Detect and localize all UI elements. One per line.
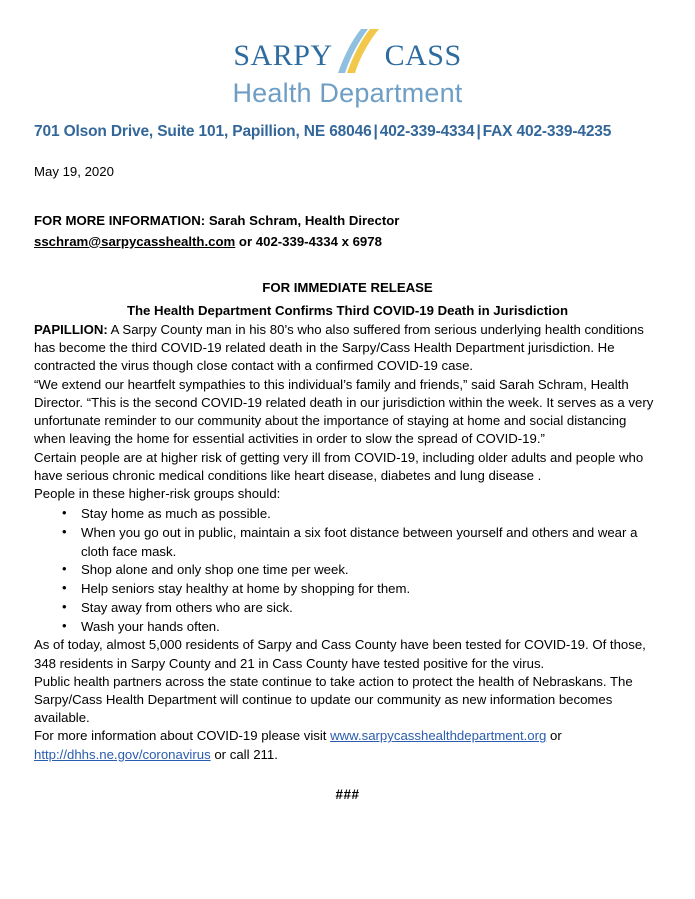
- contact-information-line: FOR MORE INFORMATION: Sarah Schram, Health Director: [34, 213, 400, 229]
- logo-word-cass: cass: [384, 27, 462, 75]
- list-item: • Stay home as much as possible.: [62, 505, 661, 524]
- more-information-paragraph: [34, 727, 661, 763]
- public-health-partners-paragraph: Public health partners across the state continue to take action to protect the health of Nebraskans. The Sarpy/Cass Health Department will continue to update our community as new information becomes available.: [34, 673, 633, 726]
- contact-block: [34, 211, 661, 252]
- contact-email-link[interactable]: sschram@sarpycasshealth.com: [34, 233, 236, 249]
- quote-paragraph: “We extend our heartfelt sympathies to this individual’s family and friends,” said Sarah Schram, Health Director. “This is the second COVID-19 related death in our jurisdiction within the week. It serves as a very unfortunate reminder to our community about the importance of staying at home and social distancing when leaving the home for essential activities in order to slow the spread of COVID-19.”: [34, 376, 654, 447]
- address-separator-1: |: [373, 123, 378, 140]
- immediate-release-label: FOR IMMEDIATE RELEASE: [262, 280, 433, 296]
- release-header: [34, 278, 661, 321]
- address-fax: FAX 402-339-4235: [482, 123, 612, 140]
- letterhead: [0, 0, 695, 141]
- testing-statistics-paragraph: As of today, almost 5,000 residents of Sarpy and Cass County have been tested for COVID-19. Of those, 348 residents in Sarpy County and 21 in Cass County have tested positive for the virus.: [34, 637, 646, 671]
- double-slash-icon: [337, 26, 383, 76]
- higher-risk-paragraph: Certain people are at higher risk of getting very ill from COVID-19, including older adults and people who have serious chronic medical conditions like heart disease, diabetes and lung disease .: [34, 449, 644, 483]
- address-street: 701 Olson Drive, Suite 101, Papillion, NE 68046: [34, 123, 372, 140]
- list-item: • Wash your hands often.: [62, 618, 661, 637]
- more-info-suffix: or call 211.: [210, 746, 278, 762]
- list-item: • Stay away from others who are sick.: [62, 599, 661, 618]
- logo-word-sarpy: sarpy: [233, 27, 333, 75]
- contact-email-line: [34, 232, 661, 252]
- organization-logo: [0, 26, 695, 76]
- more-info-prefix: For more information about COVID-19 please visit: [34, 728, 331, 744]
- sarpycass-website-link[interactable]: www.sarpycasshealthdepartment.org: [330, 728, 547, 744]
- dateline-label: PAPILLION:: [34, 322, 108, 338]
- dhhs-coronavirus-link[interactable]: http://dhhs.ne.gov/coronavirus: [34, 746, 211, 762]
- letterhead-address: [0, 123, 695, 141]
- document-body: [0, 163, 695, 805]
- address-phone: 402-339-4334: [379, 123, 475, 140]
- list-item: • When you go out in public, maintain a six foot distance between yourself and others and wear a cloth face mask.: [62, 524, 661, 561]
- release-date: May 19, 2020: [34, 164, 114, 179]
- lead-paragraph-text: A Sarpy County man in his 80’s who also suffered from serious underlying health conditions has become the third COVID-19 related death in the Sarpy/Cass Health Department jurisdiction. He contracted the virus though close contact with a confirmed COVID-19 case.: [34, 322, 644, 374]
- contact-phone-suffix: or 402-339-4334 x 6978: [235, 233, 382, 249]
- higher-risk-intro: People in these higher-risk groups should:: [34, 486, 281, 501]
- logo-subtitle: Health Department: [232, 78, 463, 108]
- address-separator-2: |: [476, 123, 481, 140]
- more-info-mid: or: [546, 728, 562, 744]
- list-item: • Help seniors stay healthy at home by shopping for them.: [62, 580, 661, 599]
- end-of-release-mark: ###: [335, 786, 360, 802]
- release-headline: The Health Department Confirms Third COVID-19 Death in Jurisdiction: [126, 302, 569, 318]
- guidance-bullet-list: [34, 505, 661, 636]
- lead-paragraph: [34, 321, 661, 376]
- list-item: • Shop alone and only shop one time per week.: [62, 561, 661, 580]
